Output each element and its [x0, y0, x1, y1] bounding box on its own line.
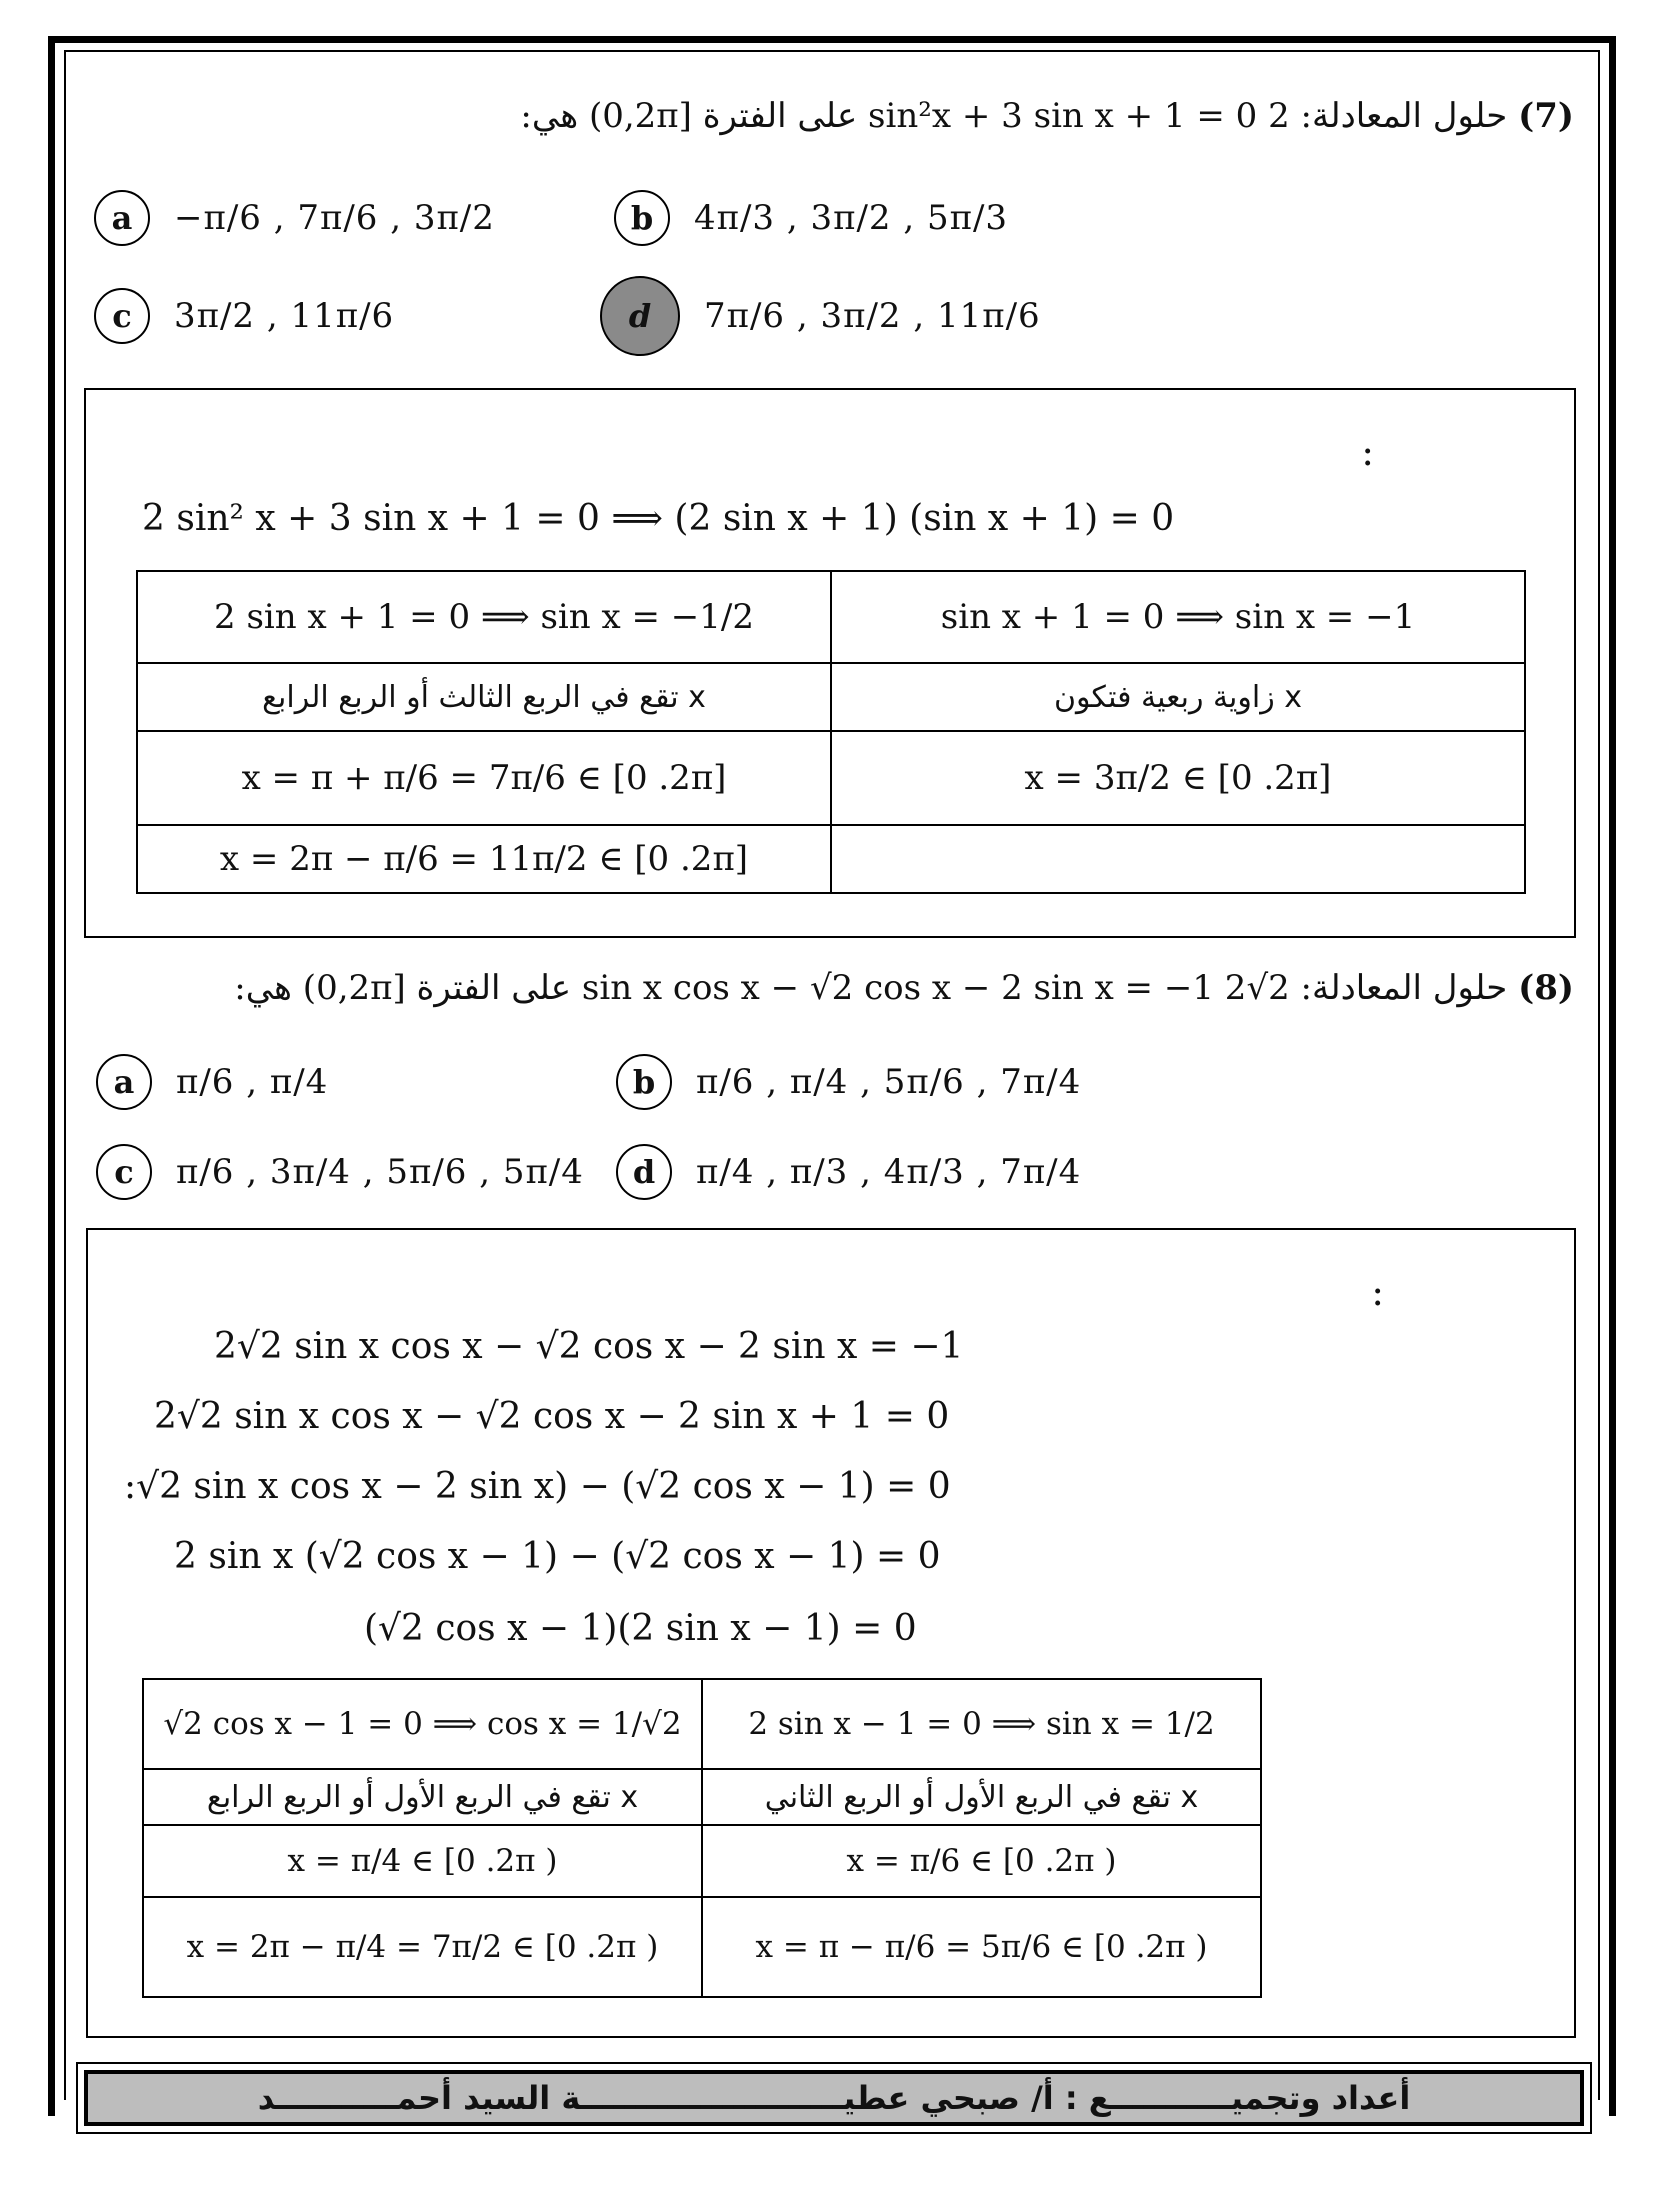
q7-option-d[interactable]: [600, 276, 1041, 356]
q8-step-1: 2√2 sin x cos x − √2 cos x − 2 sin x = −1: [214, 1326, 964, 1367]
q8-option-b-values: π/6 , π/4 , 5π/6 , 7π/4: [696, 1062, 1082, 1102]
q8-solution-colon: :: [1371, 1270, 1384, 1314]
q7-option-d-values: 7π/6 , 3π/2 , 11π/6: [704, 296, 1041, 336]
q7-option-b-circle[interactable]: b: [614, 190, 670, 246]
q8-cell-r4c1: x = 2π − π/4 = 7π/2 ∈ [0 .2π ): [143, 1897, 702, 1997]
q7-option-a-values: −π/6 , 7π/6 , 3π/2: [174, 198, 495, 238]
q8-option-d-values: π/4 , π/3 , 4π/3 , 7π/4: [696, 1152, 1082, 1192]
q8-step-3: :√2 sin x cos x − 2 sin x) − (√2 cos x − 1) = 0: [124, 1466, 951, 1507]
q8-cell-r3c2: x = π/6 ∈ [0 .2π ): [702, 1825, 1261, 1897]
q7-solution-colon: :: [1361, 430, 1374, 474]
q7-solution-table: [136, 570, 1526, 894]
q8-cell-r1c2: 2 sin x − 1 = 0 ⟹ sin x = 1/2: [702, 1679, 1261, 1769]
q7-option-c[interactable]: [94, 288, 394, 344]
q7-option-b-values: 4π/3 , 3π/2 , 5π/3: [694, 198, 1009, 238]
question-8-number: (8): [1518, 968, 1574, 1008]
q8-option-c-values: π/6 , 3π/4 , 5π/6 , 5π/4: [176, 1152, 584, 1192]
q8-option-d[interactable]: [616, 1144, 1081, 1200]
q8-cell-r3c1: x = π/4 ∈ [0 .2π ): [143, 1825, 702, 1897]
footer-credit: أعداد وتجميـــــــــــع : أ/ صبحي عطيــــــــــــــــــــــــة السيد أحمـــــــــــد: [84, 2070, 1584, 2126]
q8-cell-r2c1: x تقع في الربع الأول أو الربع الرابع: [143, 1769, 702, 1825]
q8-cell-r4c2: x = π − π/6 = 5π/6 ∈ [0 .2π ): [702, 1897, 1261, 1997]
q7-cell-r1c1: 2 sin x + 1 = 0 ⟹ sin x = −1/2: [137, 571, 831, 663]
q8-step-2: 2√2 sin x cos x − √2 cos x − 2 sin x + 1 = 0: [154, 1396, 950, 1437]
q8-cell-r1c1: √2 cos x − 1 = 0 ⟹ cos x = 1/√2: [143, 1679, 702, 1769]
q7-cell-r4c2: [831, 825, 1525, 893]
question-7-number: (7): [1518, 96, 1574, 136]
q7-solution-box: [84, 388, 1576, 938]
q7-option-d-circle-selected[interactable]: d: [600, 276, 680, 356]
q8-option-a-circle[interactable]: a: [96, 1054, 152, 1110]
q7-factor-line: 2 sin² x + 3 sin x + 1 = 0 ⟹ (2 sin x + 1) (sin x + 1) = 0: [142, 498, 1175, 539]
q7-cell-r3c2: x = 3π/2 ∈ [0 .2π]: [831, 731, 1525, 825]
q7-option-a[interactable]: [94, 190, 495, 246]
q8-option-c[interactable]: [96, 1144, 584, 1200]
q7-option-a-circle[interactable]: a: [94, 190, 150, 246]
q8-option-c-circle[interactable]: c: [96, 1144, 152, 1200]
q8-option-b[interactable]: [616, 1054, 1081, 1110]
q8-cell-r2c2: x تقع في الربع الأول أو الربع الثاني: [702, 1769, 1261, 1825]
q7-cell-r2c2: x زاوية ربعية فتكون: [831, 663, 1525, 731]
question-7-text: حلول المعادلة: 2 sin²x + 3 sin x + 1 = 0 على الفترة [0,2π) هي:: [520, 96, 1508, 136]
q8-option-b-circle[interactable]: b: [616, 1054, 672, 1110]
q8-step-5: (√2 cos x − 1)(2 sin x − 1) = 0: [364, 1608, 917, 1649]
q8-option-a-values: π/6 , π/4: [176, 1062, 329, 1102]
q8-solution-box: [86, 1228, 1576, 2038]
q8-step-4: 2 sin x (√2 cos x − 1) − (√2 cos x − 1) = 0: [174, 1536, 941, 1577]
question-8: [234, 968, 1574, 1008]
q7-option-c-values: 3π/2 , 11π/6: [174, 296, 395, 336]
q8-option-d-circle[interactable]: d: [616, 1144, 672, 1200]
q7-cell-r1c2: sin x + 1 = 0 ⟹ sin x = −1: [831, 571, 1525, 663]
q7-cell-r2c1: x تقع في الربع الثالث أو الربع الرابع: [137, 663, 831, 731]
q8-option-a[interactable]: [96, 1054, 328, 1110]
q7-cell-r4c1: x = 2π − π/6 = 11π/2 ∈ [0 .2π]: [137, 825, 831, 893]
question-8-text: حلول المعادلة: 2√2 sin x cos x − √2 cos x − 2 sin x = −1 على الفترة [0,2π) هي:: [234, 968, 1508, 1008]
q7-option-b[interactable]: [614, 190, 1008, 246]
q8-solution-table: [142, 1678, 1262, 1998]
question-7: [520, 96, 1574, 136]
q7-option-c-circle[interactable]: c: [94, 288, 150, 344]
q7-cell-r3c1: x = π + π/6 = 7π/6 ∈ [0 .2π]: [137, 731, 831, 825]
